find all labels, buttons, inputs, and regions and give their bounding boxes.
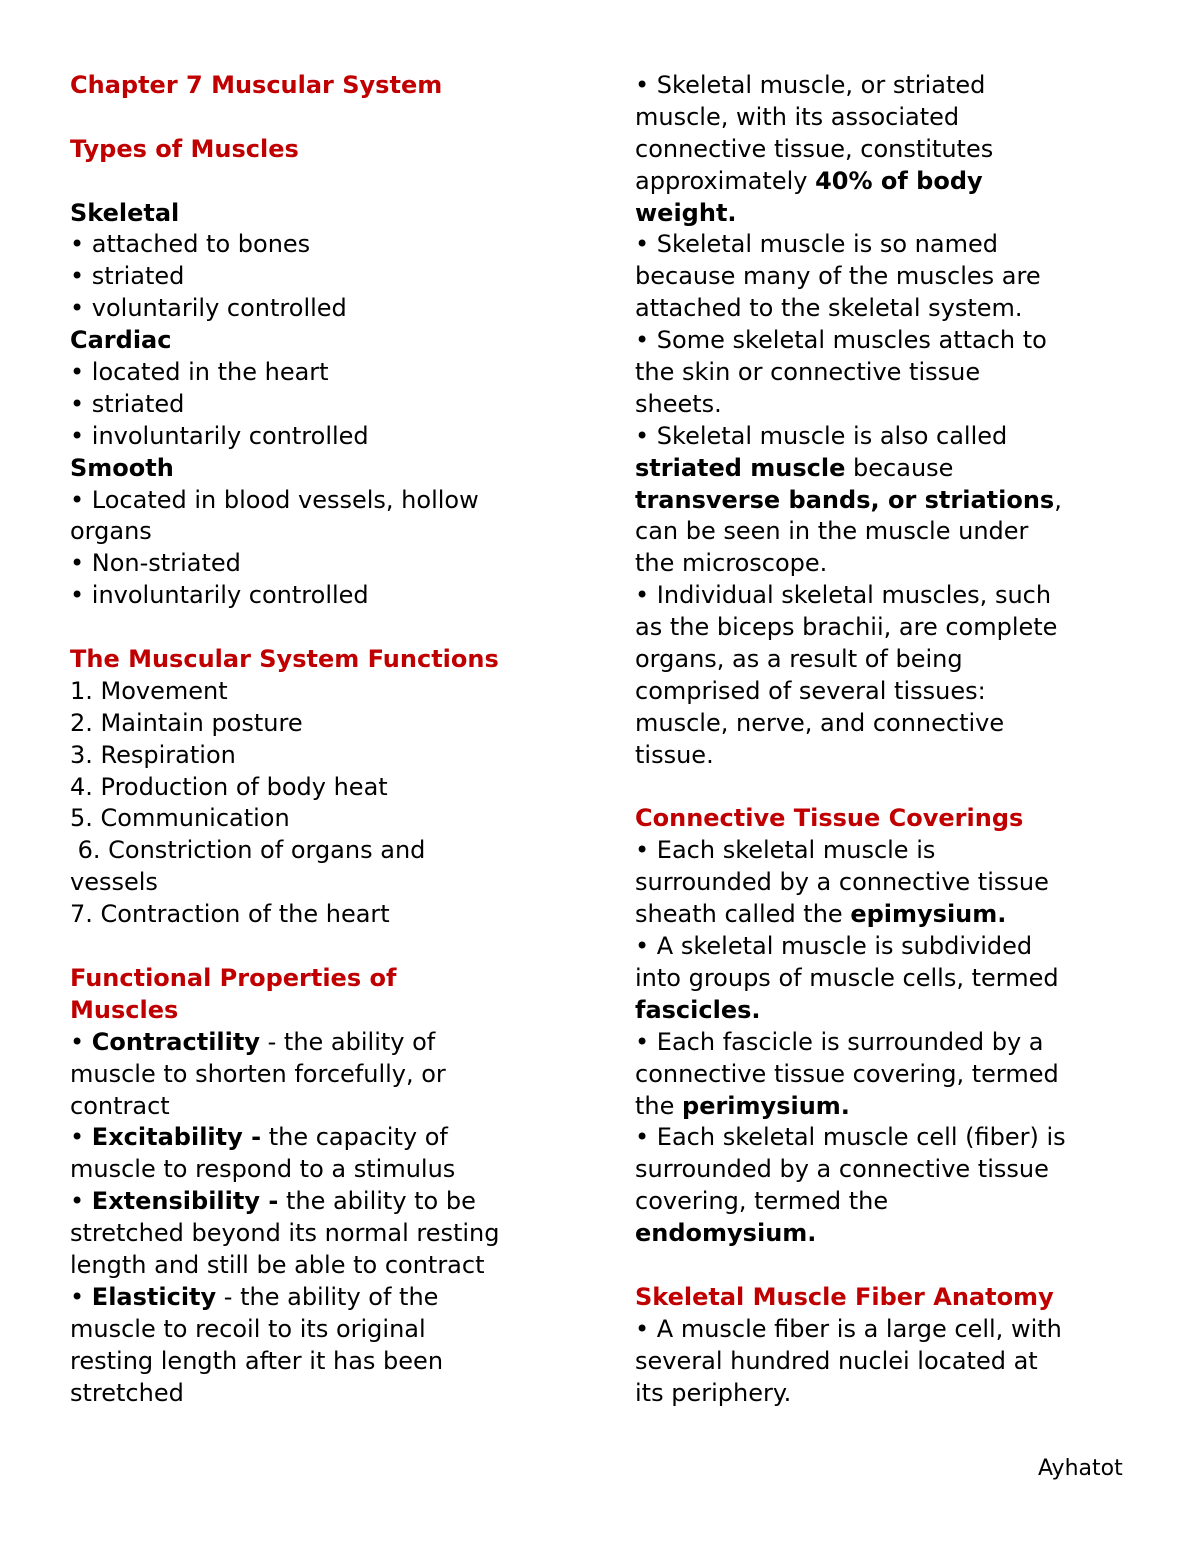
- property-def: the ability to be: [278, 1187, 476, 1216]
- paragraph-line: as the biceps brachii, are complete: [635, 613, 1058, 642]
- list-item: • attached to bones: [70, 230, 311, 259]
- paragraph-line: the skin or connective tissue: [635, 358, 981, 387]
- property-def-line: muscle to recoil to its original: [70, 1314, 426, 1343]
- properties-heading-cont: Muscles: [70, 995, 179, 1024]
- property-term: Contractility: [91, 1027, 260, 1056]
- property-def-line: resting length after it has been: [70, 1346, 444, 1375]
- text-span: ,: [1054, 485, 1062, 514]
- paragraph-line: attached to the skeletal system.: [635, 294, 1023, 323]
- function-item: 2. Maintain posture: [70, 708, 303, 737]
- smooth-label: Smooth: [70, 453, 174, 482]
- paragraph-line: can be seen in the muscle under: [635, 517, 1029, 546]
- paragraph-line: sheets.: [635, 389, 722, 418]
- property-def-line: length and still be able to contract: [70, 1250, 485, 1279]
- paragraph-line: muscle, nerve, and connective: [635, 708, 1005, 737]
- text-span: because: [845, 453, 954, 482]
- paragraph-line: • Skeletal muscle is also called: [635, 421, 1008, 450]
- text-span: approximately: [635, 166, 816, 195]
- functions-heading: The Muscular System Functions: [70, 645, 499, 674]
- function-item: 1. Movement: [70, 676, 228, 705]
- list-item: • striated: [70, 262, 185, 291]
- function-item: 7. Contraction of the heart: [70, 900, 390, 929]
- types-heading: Types of Muscles: [70, 134, 299, 163]
- list-item: • Non-striated: [70, 549, 241, 578]
- property-term: Excitability -: [91, 1123, 262, 1152]
- emphasis-text: striated muscle: [635, 453, 846, 482]
- paragraph-line: • Each fascicle is surrounded by a: [635, 1027, 1044, 1056]
- properties-heading: Functional Properties of: [70, 963, 397, 992]
- chapter-title: Chapter 7 Muscular System: [70, 71, 443, 99]
- property-term: Elasticity: [91, 1282, 217, 1311]
- property-def-line: stretched beyond its normal resting: [70, 1219, 500, 1248]
- paragraph-line: [635, 899, 1160, 931]
- text-span: the: [635, 1091, 683, 1120]
- paragraph-line: the microscope.: [635, 549, 828, 578]
- paragraph-line: comprised of several tissues:: [635, 676, 986, 705]
- skeletal-label: Skeletal: [70, 198, 180, 227]
- paragraph-line: endomysium.: [635, 1219, 817, 1248]
- property-def-line: contract: [70, 1091, 170, 1120]
- emphasis-text: transverse bands, or striations: [635, 485, 1055, 514]
- list-item: • Located in blood vessels, hollow: [70, 485, 479, 514]
- property-def-line: stretched: [70, 1378, 184, 1407]
- list-item: • involuntarily controlled: [70, 421, 369, 450]
- author-footer: Ayhatot: [1038, 1456, 1123, 1481]
- paragraph-line: • Individual skeletal muscles, such: [635, 581, 1052, 610]
- paragraph-line: connective tissue, constitutes: [635, 134, 994, 163]
- paragraph-line: connective tissue covering, termed: [635, 1059, 1059, 1088]
- left-column: [70, 70, 590, 1409]
- paragraph-line: • A skeletal muscle is subdivided: [635, 932, 1033, 961]
- property-def: - the ability of the: [216, 1282, 439, 1311]
- property-extensibility: • Extensibility - the ability to be: [70, 1187, 476, 1216]
- paragraph-line: weight.: [635, 198, 737, 227]
- text-span: sheath called the: [635, 900, 851, 929]
- list-item: • striated: [70, 389, 185, 418]
- paragraph-line: fascicles.: [635, 995, 761, 1024]
- property-term: Extensibility -: [91, 1187, 279, 1216]
- right-column: [635, 70, 1160, 1409]
- emphasis-text: perimysium.: [682, 1091, 850, 1120]
- connective-heading: Connective Tissue Coverings: [635, 804, 1024, 833]
- paragraph-line: because many of the muscles are: [635, 262, 1041, 291]
- paragraph-line: [635, 166, 1160, 198]
- list-item: • voluntarily controlled: [70, 294, 347, 323]
- property-contractility: • Contractility - the ability of: [70, 1027, 436, 1056]
- paragraph-line: muscle, with its associated: [635, 102, 960, 131]
- emphasis-text: epimysium.: [850, 900, 1007, 929]
- cardiac-label: Cardiac: [70, 326, 172, 355]
- paragraph-line: surrounded by a connective tissue: [635, 1155, 1049, 1184]
- paragraph-line: surrounded by a connective tissue: [635, 868, 1049, 897]
- property-elasticity: • Elasticity - the ability of the: [70, 1282, 439, 1311]
- function-item: 5. Communication: [70, 804, 290, 833]
- paragraph-line: • Skeletal muscle is so named: [635, 230, 998, 259]
- function-item: vessels: [70, 868, 158, 897]
- property-excitability: • Excitability - the capacity of: [70, 1123, 448, 1152]
- paragraph-line: [635, 485, 1160, 517]
- paragraph-line: its periphery.: [635, 1378, 792, 1407]
- property-def-line: muscle to respond to a stimulus: [70, 1155, 456, 1184]
- paragraph-line: covering, termed the: [635, 1187, 889, 1216]
- fiber-heading: Skeletal Muscle Fiber Anatomy: [635, 1282, 1054, 1311]
- emphasis-text: 40% of body: [815, 166, 983, 195]
- paragraph-line: • Each skeletal muscle cell (fiber) is: [635, 1123, 1066, 1152]
- property-def: - the ability of: [259, 1027, 436, 1056]
- paragraph-line: • Each skeletal muscle is: [635, 836, 936, 865]
- list-item: • involuntarily controlled: [70, 581, 369, 610]
- paragraph-line: • Skeletal muscle, or striated: [635, 71, 986, 99]
- paragraph-line: • Some skeletal muscles attach to: [635, 326, 1047, 355]
- paragraph-line: [635, 1091, 1160, 1123]
- paragraph-line: tissue.: [635, 740, 714, 769]
- list-item: • located in the heart: [70, 358, 329, 387]
- function-item: 4. Production of body heat: [70, 772, 388, 801]
- property-def-line: muscle to shorten forcefully, or: [70, 1059, 446, 1088]
- function-item: 6. Constriction of organs and: [70, 836, 426, 865]
- function-item: 3. Respiration: [70, 740, 236, 769]
- property-def: the capacity of: [261, 1123, 448, 1152]
- paragraph-line: [635, 453, 1160, 485]
- paragraph-line: organs, as a result of being: [635, 645, 963, 674]
- paragraph-line: • A muscle fiber is a large cell, with: [635, 1314, 1062, 1343]
- paragraph-line: into groups of muscle cells, termed: [635, 963, 1059, 992]
- list-item: organs: [70, 517, 152, 546]
- paragraph-line: several hundred nuclei located at: [635, 1346, 1038, 1375]
